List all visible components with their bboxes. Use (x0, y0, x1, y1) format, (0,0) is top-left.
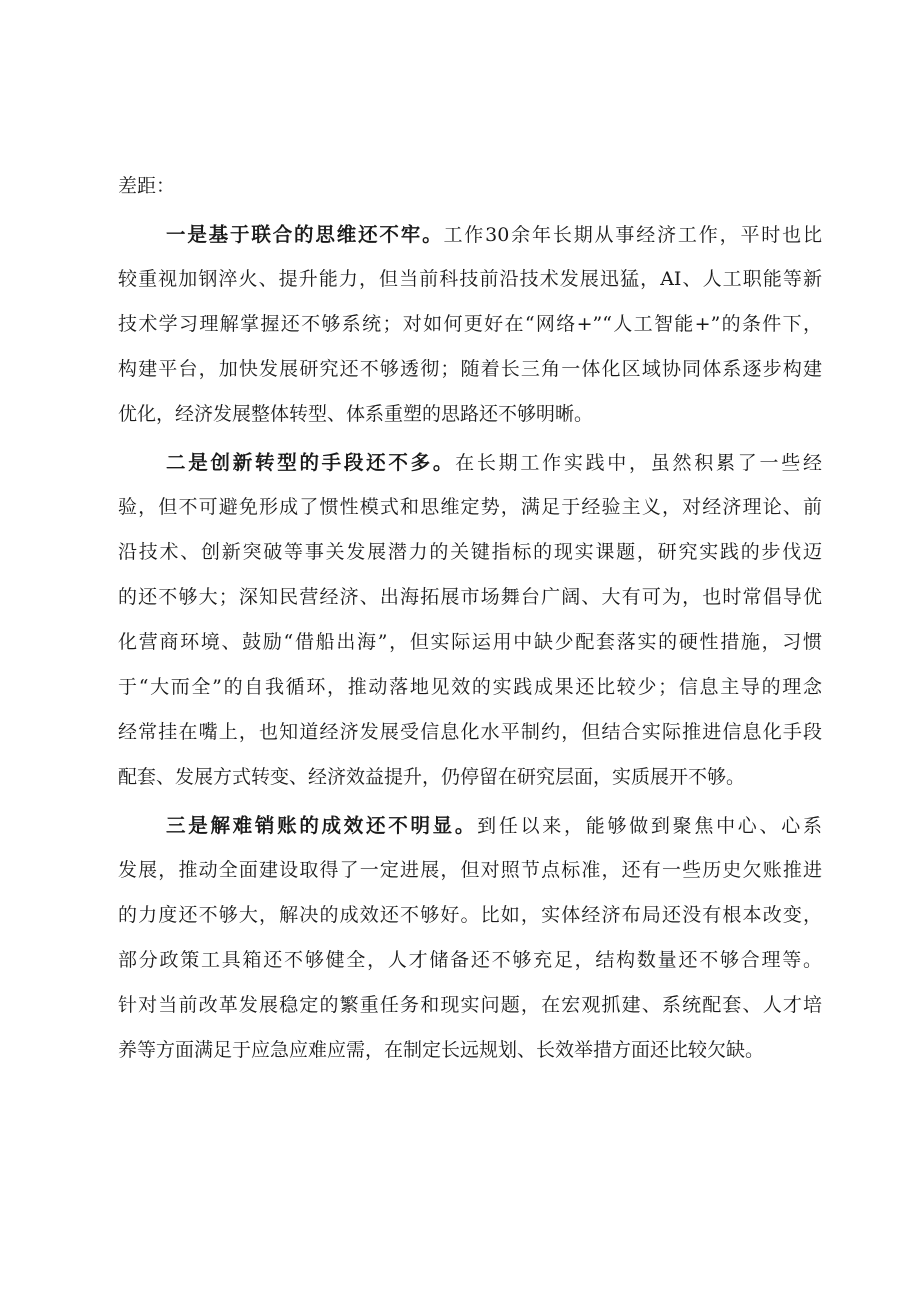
paragraph-3-line-5: 针对当前改革发展稳定的繁重任务和现实问题，在宏观抓建、系统配套、人才培 (118, 994, 822, 1016)
intro-text: 差距： (118, 175, 176, 197)
paragraph-3-line-6: 养等方面满足于应急应难应需，在制定长远规划、长效举措方面还比较欠缺。 (118, 1039, 765, 1061)
paragraph-2-line-7: 经常挂在嘴上，也知道经济发展受信息化水平制约，但结合实际推进信息化手段 (118, 721, 822, 743)
paragraph-3-line-2: 发展，推动全面建设取得了一定进展，但对照节点标准，还有一些历史欠账推进 (118, 859, 822, 881)
paragraph-1-line-4: 构建平台，加快发展研究还不够透彻；随着长三角一体化区域协同体系逐步构建 (118, 358, 822, 380)
paragraph-2-line-1: 二是创新转型的手段还不多。在长期工作实践中，虽然积累了一些经 (166, 451, 822, 474)
paragraph-2-line-6: 于“大而全”的自我循环，推动落地见效的实践成果还比较少；信息主导的理念 (118, 676, 822, 698)
paragraph-3-line-4: 部分政策工具箱还不够健全，人才储备还不够充足，结构数量还不够合理等。 (118, 949, 822, 971)
paragraph-2-lead: 二是创新转型的手段还不多。 (166, 451, 456, 474)
paragraph-1-line-5: 优化，经济发展整体转型、体系重塑的思路还不够明晰。 (118, 403, 594, 425)
paragraph-2-line-3: 沿技术、创新突破等事关发展潜力的关键指标的现实课题，研究实践的步伐迈 (118, 541, 822, 563)
paragraph-2-line-5: 化营商环境、鼓励“借船出海”，但实际运用中缺少配套落实的硬性措施，习惯 (118, 631, 822, 653)
paragraph-3-line-1: 三是解难销账的成效还不明显。到任以来，能够做到聚焦中心、心系 (166, 814, 822, 837)
paragraph-2-line-2: 验，但不可避免形成了惯性模式和思维定势，满足于经验主义，对经济理论、前 (118, 496, 822, 518)
paragraph-1-line-2: 较重视加钢淬火、提升能力，但当前科技前沿技术发展迅猛，AI、人工职能等新 (118, 268, 822, 290)
paragraph-2-line-4: 的还不够大；深知民营经济、出海拓展市场舞台广阔、大有可为，也时常倡导优 (118, 586, 822, 608)
paragraph-3-line-3: 的力度还不够大，解决的成效还不够好。比如，实体经济布局还没有根本改变， (118, 904, 822, 926)
paragraph-1-line-3: 技术学习理解掌握还不够系统；对如何更好在“网络+”“人工智能+”的条件下， (118, 313, 822, 335)
paragraph-1-lead: 一是基于联合的思维还不牢。 (166, 223, 444, 246)
paragraph-1-line-1: 一是基于联合的思维还不牢。工作30余年长期从事经济工作，平时也比 (166, 223, 822, 246)
paragraph-2-line-8: 配套、发展方式转变、经济效益提升，仍停留在研究层面，实质展开不够。 (118, 766, 746, 788)
paragraph-3-lead: 三是解难销账的成效还不明显。 (166, 814, 478, 837)
